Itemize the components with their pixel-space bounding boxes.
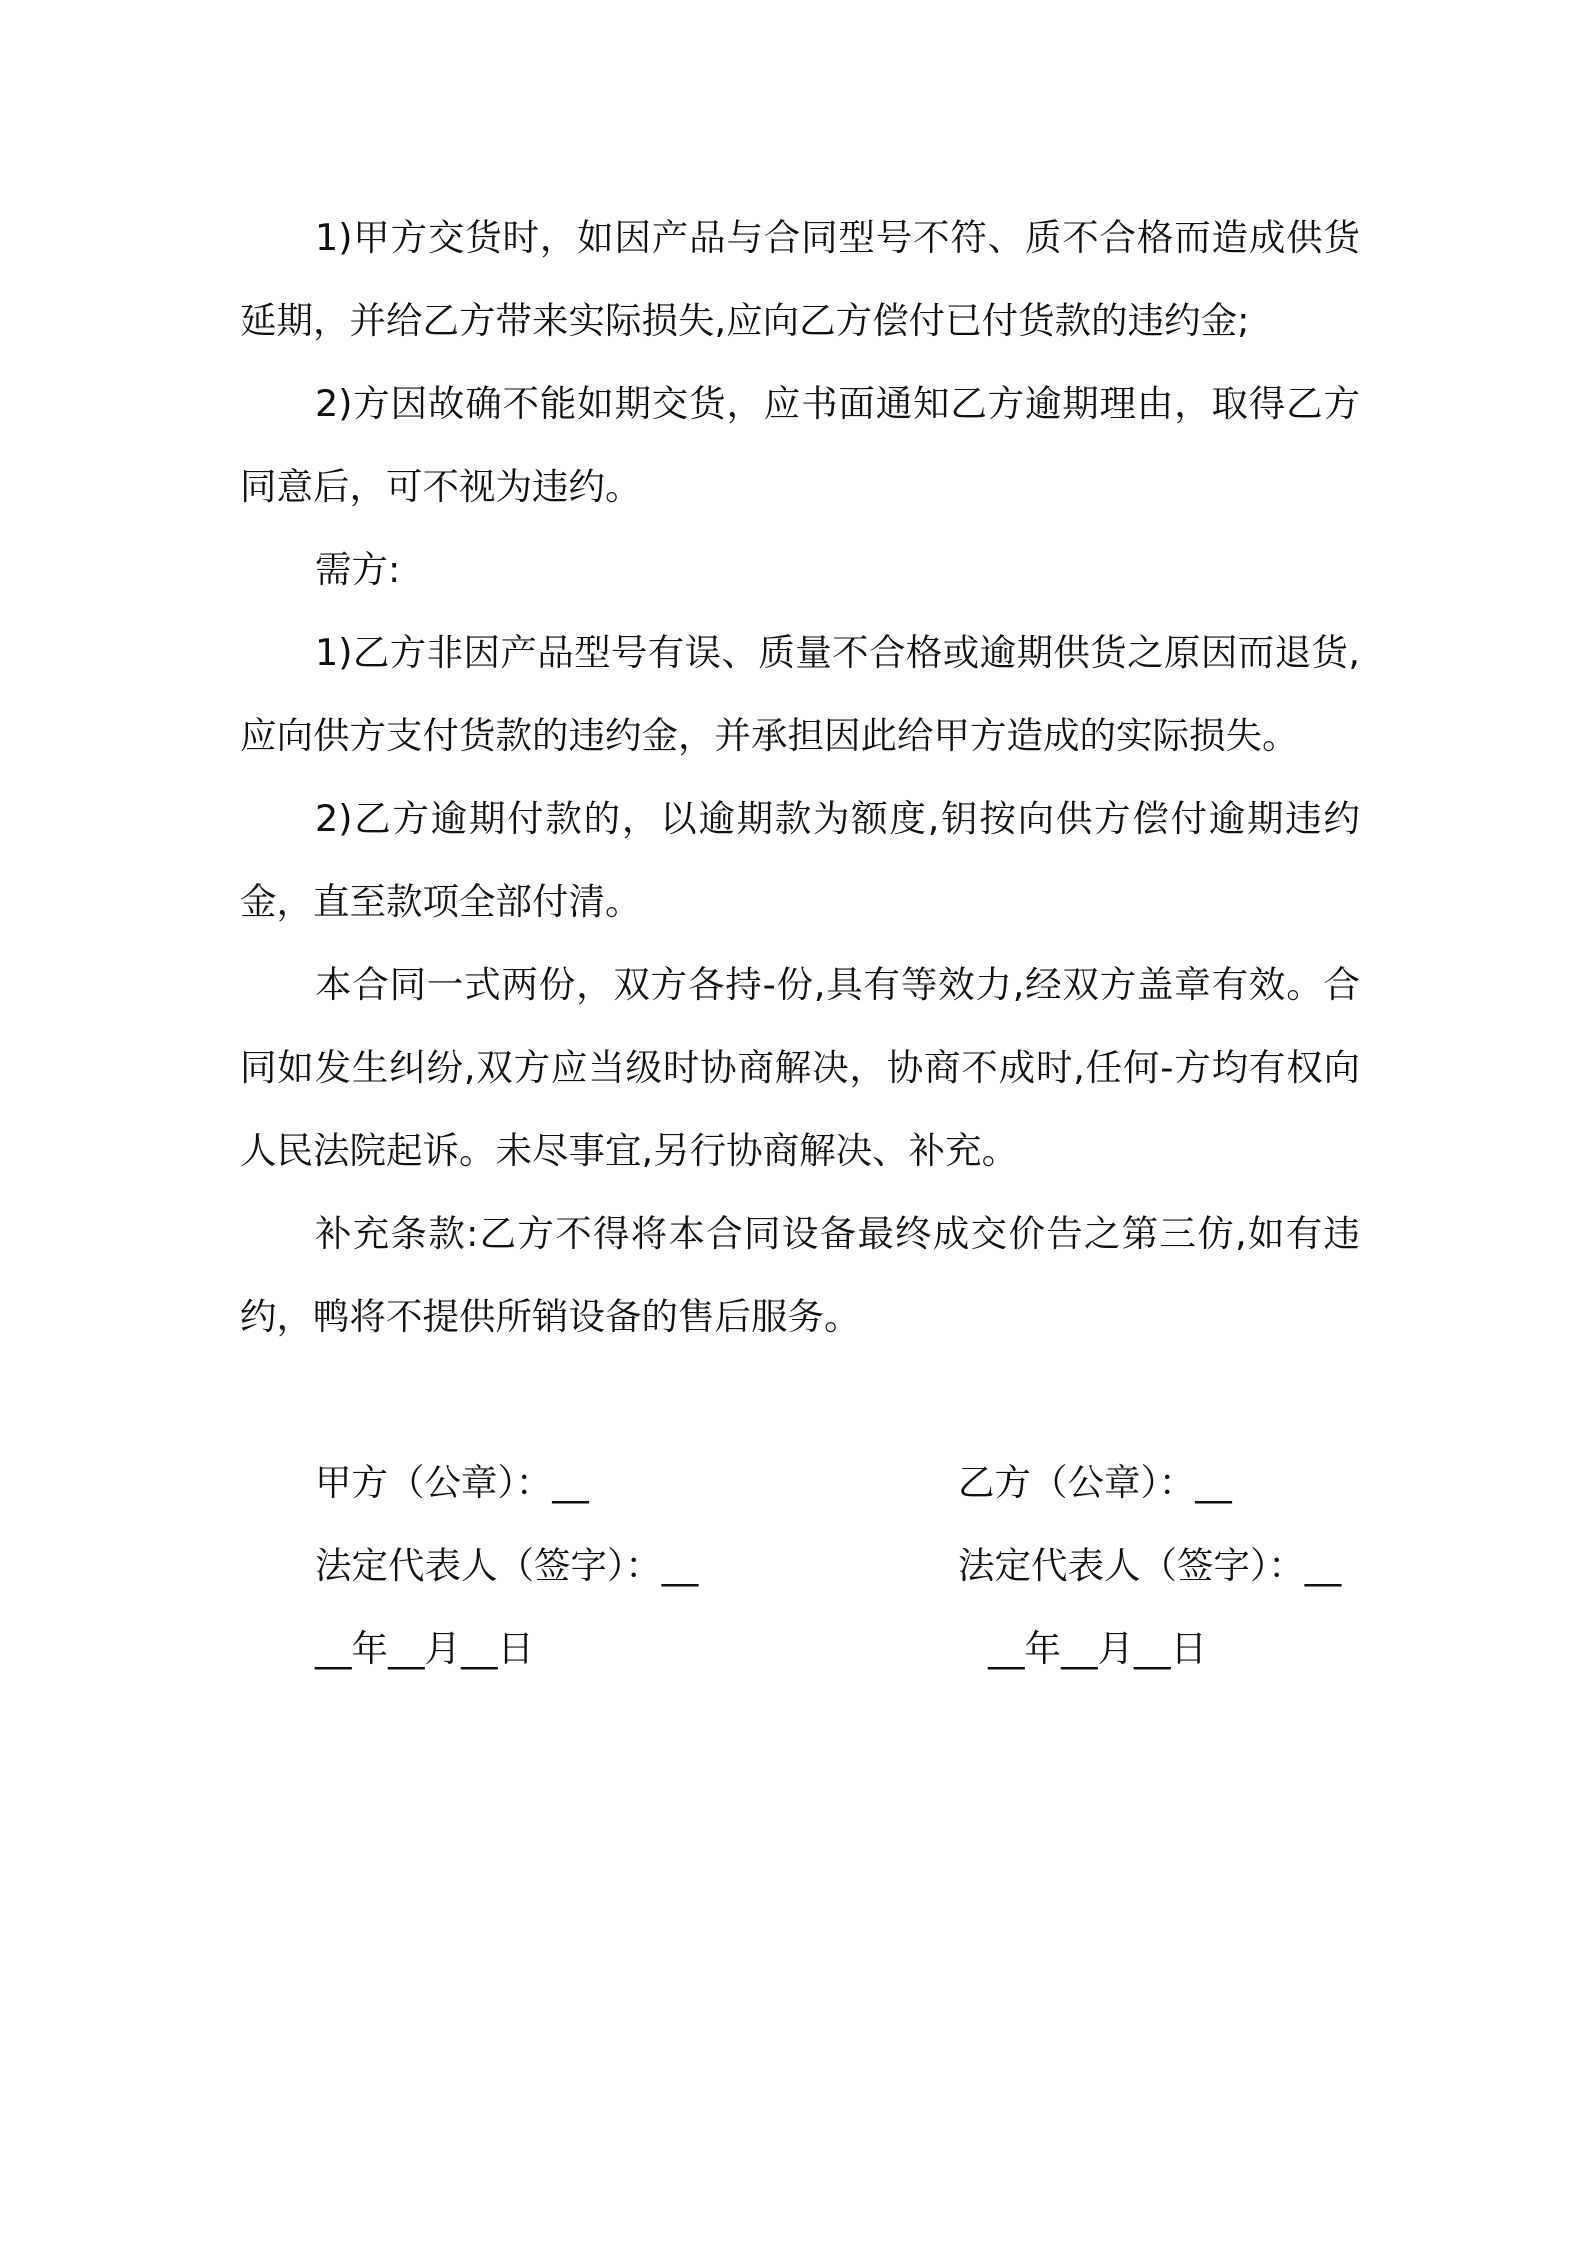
clause-buyer-late-payment: 2)乙方逾期付款的，以逾期款为额度,钥按向供方偿付逾期违约金，直至款项全部付清。 [240, 797, 1360, 923]
clause-supplier-delay-notice: 2)方因故确不能如期交货，应书面通知乙方逾期理由，取得乙方同意后，可不视为违约。 [240, 382, 1360, 508]
clause-supplier-delivery-mismatch: 1)甲方交货时，如因产品与合同型号不符、质不合格而造成供货延期，并给乙方带来实际损失,应向乙方偿付已付货款的违约金; [240, 216, 1360, 342]
contract-body [240, 196, 1360, 1358]
party-b-date-line: __年__月__日 [988, 1627, 1207, 1670]
clause-supplementary-terms: 补充条款:乙方不得将本合同设备最终成交价告之第三仿,如有违约，鸭将不提供所销设备的售后服务。 [240, 1212, 1360, 1338]
party-a-seal-line: 甲方（公章）：__ [315, 1461, 589, 1504]
section-heading-buyer: 需方: [315, 548, 401, 591]
party-a-date-line: __年__月__日 [315, 1627, 534, 1670]
signature-block-party-b [958, 1441, 1378, 1690]
signature-block-party-a [315, 1441, 915, 1690]
party-b-seal-line: 乙方（公章）：__ [958, 1461, 1232, 1504]
clause-buyer-return: 1)乙方非因产品型号有误、质量不合格或逾期供货之原因而退货,应向供方支付货款的违约金，并承担因此给甲方造成的实际损失。 [240, 631, 1360, 757]
party-b-representative-line: 法定代表人（签字）：__ [958, 1544, 1342, 1587]
clause-copies-and-disputes: 本合同一式两份，双方各持-份,具有等效力,经双方盖章有效。合同如发生纠纷,双方应当级时协商解决，协商不成时,任何-方均有权向人民法院起诉。未尽事宜,另行协商解决、补充。 [240, 963, 1360, 1172]
party-a-representative-line: 法定代表人（签字）：__ [315, 1544, 699, 1587]
